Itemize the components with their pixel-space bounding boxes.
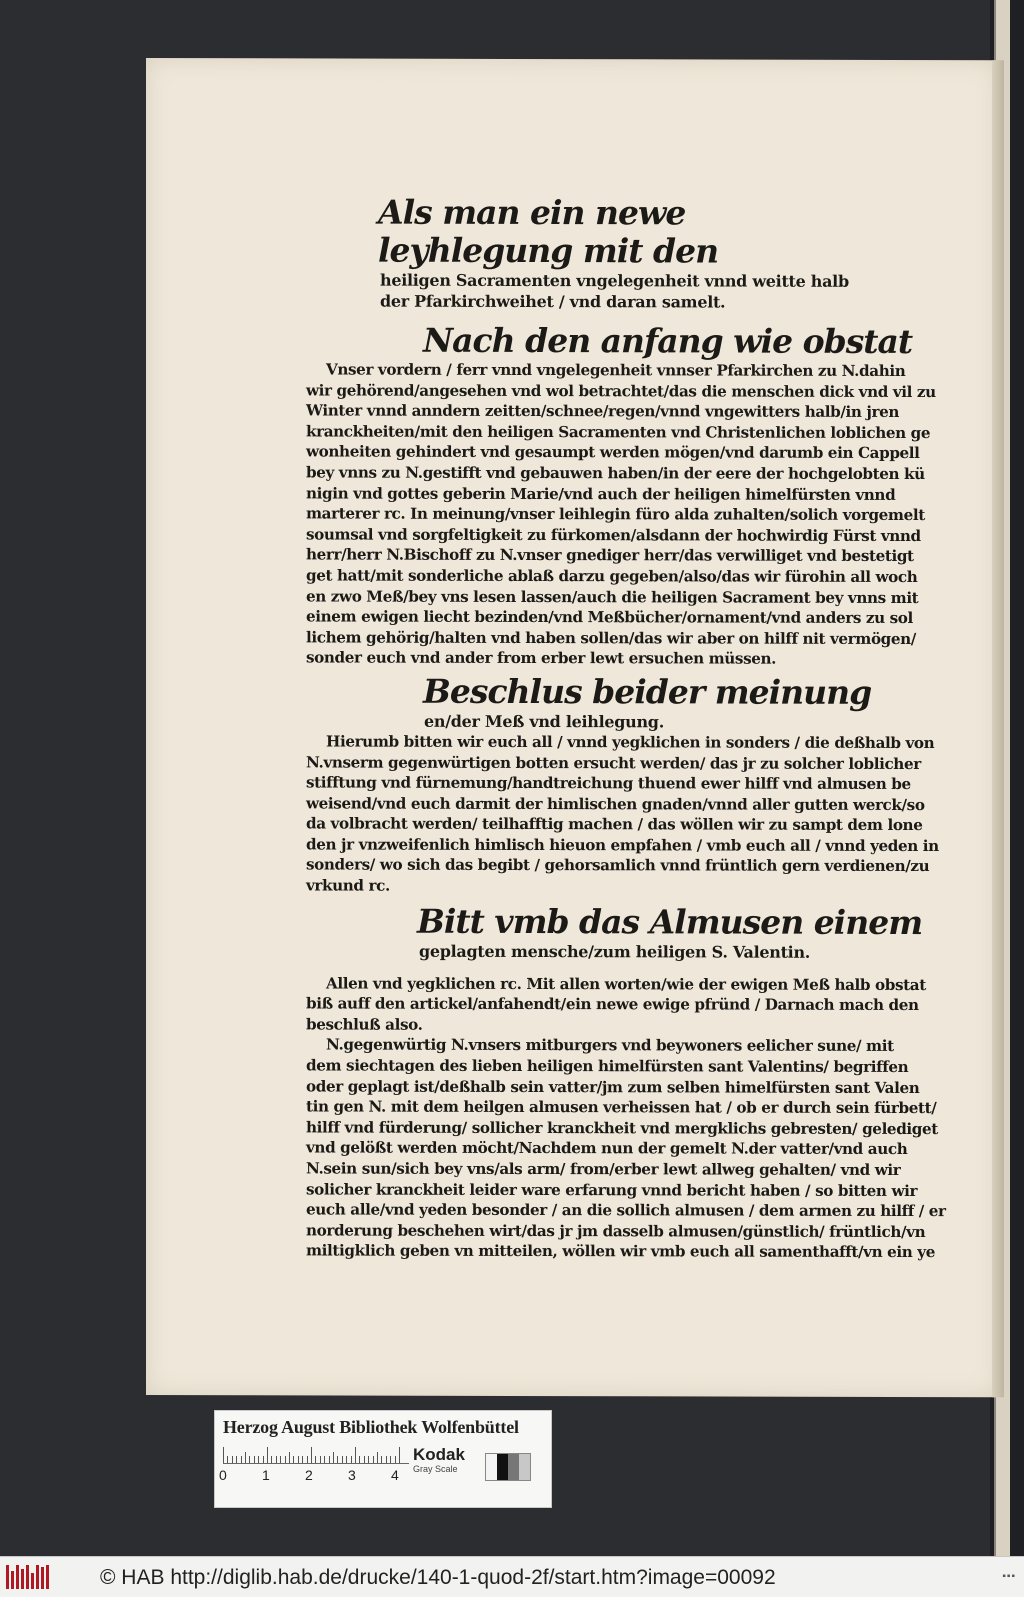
text-line: miltigklich geben vn mitteilen, wöllen wir vmb euch all samenthafft/vn ein ye	[306, 1241, 935, 1262]
text-line: get hatt/mit sonderliche ablaß darzu gegeben/also/das wir fürohin all woch	[306, 566, 918, 586]
ruler-tick	[232, 1456, 233, 1463]
text-line: vrkund rc.	[306, 876, 390, 895]
ruler-tick	[346, 1456, 347, 1463]
text-line: dem siechtagen des lieben heiligen himelfürsten sant Valentins/ begriffen	[306, 1056, 909, 1077]
ruler-tick	[271, 1456, 272, 1463]
ruler-tick	[359, 1456, 360, 1463]
ruler-tick	[386, 1456, 387, 1463]
ruler-tick	[351, 1456, 352, 1463]
ruler-tick	[364, 1456, 365, 1463]
text-line: der Pfarkirchweihet / vnd daran samelt.	[380, 291, 726, 312]
more-icon[interactable]: ▪▪▪	[1002, 1571, 1016, 1582]
ruler-tick	[289, 1452, 290, 1463]
text-line: solicher kranckheit leider ware erfarung vnnd bericht haben / so bitten wir	[306, 1180, 918, 1200]
ruler-tick	[236, 1456, 237, 1463]
ruler-tick	[254, 1456, 255, 1463]
ruler-tick	[337, 1456, 338, 1463]
library-name: Herzog August Bibliothek Wolfenbüttel	[223, 1417, 519, 1437]
ruler-numbers	[219, 1467, 419, 1487]
text-line: stifftung vnd fürnemung/handtreichung thuend ewer hilff vnd almusen be	[306, 773, 911, 794]
gray-patch	[497, 1454, 508, 1480]
ruler-tick	[311, 1447, 312, 1463]
ruler-tick	[276, 1456, 277, 1463]
ruler-tick	[324, 1456, 325, 1463]
ruler-tick	[293, 1456, 294, 1463]
page-url-caption: © HAB http://diglib.hab.de/drucke/140-1-quod-2f/start.htm?image=00092	[100, 1566, 776, 1589]
ruler-tick	[245, 1452, 246, 1463]
text-line: Hierumb bitten wir euch all / vnnd yegklichen in sonders / die deßhalb von	[326, 732, 935, 752]
text-line: da volbracht werden/ teilhafftig machen / das wöllen wir zu sampt dem lone	[306, 814, 923, 835]
text-line: oder geplagt ist/deßhalb sein vatter/jm zum selben himelfürsten sant Valen	[306, 1077, 920, 1097]
ruler-tick	[395, 1456, 396, 1463]
text-line: marterer rc. In meinung/vnser leihlegin füro alda zuhalten/solich vorgemelt	[306, 504, 925, 525]
text-line: Vnser vordern / ferr vnnd vngelegenheit vnnser Pfarkirchen zu N.dahin	[326, 360, 906, 380]
ruler-tick	[267, 1447, 268, 1463]
ruler-number: 1	[262, 1467, 270, 1483]
gray-patch	[486, 1454, 497, 1480]
text-line: wonheiten gehindert vnd gesaumpt werden mögen/vnd darumb ein Cappell	[306, 442, 920, 463]
heading-4: Bitt vmb das Almusen einem	[417, 901, 923, 942]
text-line: N.gegenwürtig N.vnsers mitburgers vnd beywoners eelicher sune/ mit	[326, 1035, 894, 1056]
ruler-tick	[280, 1456, 281, 1463]
ruler-tick	[285, 1456, 286, 1463]
scale-ruler	[223, 1445, 409, 1464]
ruler-tick	[329, 1456, 330, 1463]
ruler-tick	[223, 1447, 224, 1463]
paragraph-1	[306, 359, 961, 670]
ruler-tick	[355, 1447, 356, 1463]
ruler-tick	[368, 1456, 369, 1463]
ruler-tick	[373, 1456, 374, 1463]
text-line: euch alle/vnd yeden besonder / an die sollich almusen / dem armen zu hilff / er	[306, 1200, 946, 1221]
status-bar	[0, 1556, 1024, 1597]
ruler-tick	[333, 1452, 334, 1463]
text-line: norderung beschehen wirt/das jr jm dasselb almusen/günstlich/ früntlich/vn	[306, 1221, 926, 1241]
ruler-tick	[342, 1456, 343, 1463]
kodak-subtitle: Gray Scale	[413, 1464, 458, 1474]
ruler-tick	[263, 1456, 264, 1463]
ruler-number: 0	[219, 1467, 227, 1483]
ruler-tick	[390, 1456, 391, 1463]
text-line: weisend/vnd euch darmit der himlischen gnaden/vnnd aller gutten werck/so	[306, 794, 925, 814]
text-line: Winter vnnd anndern zeitten/schnee/regen/vnnd vngewitters halb/in jren	[306, 401, 900, 422]
paragraph-3	[306, 973, 961, 1036]
ruler-number: 2	[305, 1467, 313, 1483]
text-line: en zwo Meß/bey vns lesen lassen/auch die heiligen Sacrament bey vnns mit	[306, 586, 919, 607]
text-line: kranckheiten/mit den heiligen Sacramenten vnd Christenlichen loblichen ge	[306, 422, 931, 442]
paragraph-2	[306, 731, 961, 897]
heading-2: Nach den anfang wie obstat	[423, 320, 913, 362]
gray-patch	[519, 1454, 530, 1480]
text-line: N.sein sun/sich bey vns/als arm/ from/erber lewt allweg gehalten/ vnd wir	[306, 1159, 901, 1179]
text-line: hilff vnd fürderung/ sollicher kranckheit vnd mergklichs gebresten/ gelediget	[306, 1118, 938, 1138]
text-line: einem ewigen liecht bezinden/vnd Meßbücher/ornament/vnd anders zu sol	[306, 607, 913, 628]
hab-logo-icon	[6, 1565, 50, 1589]
text-line: sonders/ wo sich das begibt / gehorsamlich vnnd früntlich gern verdienen/zu	[306, 855, 930, 876]
text-line: herr/herr N.Bischoff zu N.vnser gnediger herr/das verwilliget vnd bestetigt	[306, 545, 914, 566]
library-color-card	[214, 1410, 552, 1508]
text-line: lichem gehörig/halten vnd haben sollen/das wir aber on hilff nit vermögen/	[306, 628, 916, 648]
book-page	[146, 58, 998, 1397]
text-line: sonder euch vnd ander from erber lewt ersuchen müssen.	[306, 648, 777, 668]
text-line: Allen vnd yegklichen rc. Mit allen worten/wie der ewigen Meß halb obstat	[326, 974, 926, 994]
heading-4-subtitle: geplagten mensche/zum heiligen S. Valentin.	[419, 941, 811, 962]
page-text	[306, 193, 961, 1263]
kodak-brand: Kodak	[413, 1445, 465, 1464]
gray-patch	[508, 1454, 519, 1480]
text-line: bey vnns zu N.gestifft vnd gebauwen haben/in der eere der hochgelobten kü	[306, 463, 925, 484]
text-line: den jr vnzweifenlich himlisch hieuon empfahen / vmb euch all / vnnd yeden in	[306, 835, 939, 855]
text-line: nigin vnd gottes geberin Marie/vnd auch der heiligen himelfürsten vnnd	[306, 483, 896, 504]
ruler-number: 3	[348, 1467, 356, 1483]
paragraph-4	[306, 1035, 961, 1263]
text-line: heiligen Sacramenten vngelegenheit vnnd weitte halb	[380, 270, 849, 291]
ruler-tick	[315, 1456, 316, 1463]
text-line: biß auff den artickel/anfahendt/ein newe ewige pfründ / Darnach mach den	[306, 994, 919, 1015]
ruler-tick	[320, 1456, 321, 1463]
ruler-tick	[307, 1456, 308, 1463]
ruler-tick	[399, 1447, 400, 1463]
gray-scale-patches	[485, 1453, 531, 1481]
ruler-tick	[258, 1456, 259, 1463]
ruler-tick	[298, 1456, 299, 1463]
ruler-tick	[249, 1456, 250, 1463]
heading-3-subtitle: en/der Meß vnd leihlegung.	[424, 711, 664, 732]
text-line: wir gehörend/angesehen vnd wol betrachtet/das die menschen dick vnd vil zu	[306, 381, 936, 401]
ruler-tick	[227, 1456, 228, 1463]
text-line: beschluß also.	[306, 1015, 423, 1034]
page-gutter	[992, 60, 1004, 1397]
text-line: soumsal vnd sorgfeltigkeit zu fürkomen/alsdann der hochwirdig Fürst vnnd	[306, 525, 921, 545]
ruler-tick	[241, 1456, 242, 1463]
ruler-tick	[377, 1452, 378, 1463]
heading-1: Als man ein newe leyhlegung mit den	[378, 192, 719, 271]
kodak-logo	[413, 1445, 465, 1474]
heading-3: Beschlus beider meinung	[423, 671, 872, 712]
text-line: tin gen N. mit dem heilgen almusen verheissen hat / ob er durch sein fürbett/	[306, 1097, 937, 1118]
text-line: N.vnserm gegenwürtigen botten ersucht werden/ das jr zu solcher loblicher	[306, 752, 921, 773]
heading-1-subtitle	[380, 270, 961, 314]
ruler-number: 4	[391, 1467, 399, 1483]
ruler-tick	[381, 1456, 382, 1463]
ruler-tick	[302, 1456, 303, 1463]
text-line: vnd gelößt werden möcht/Nachdem nun der gemelt N.der vatter/vnd auch	[306, 1138, 908, 1159]
